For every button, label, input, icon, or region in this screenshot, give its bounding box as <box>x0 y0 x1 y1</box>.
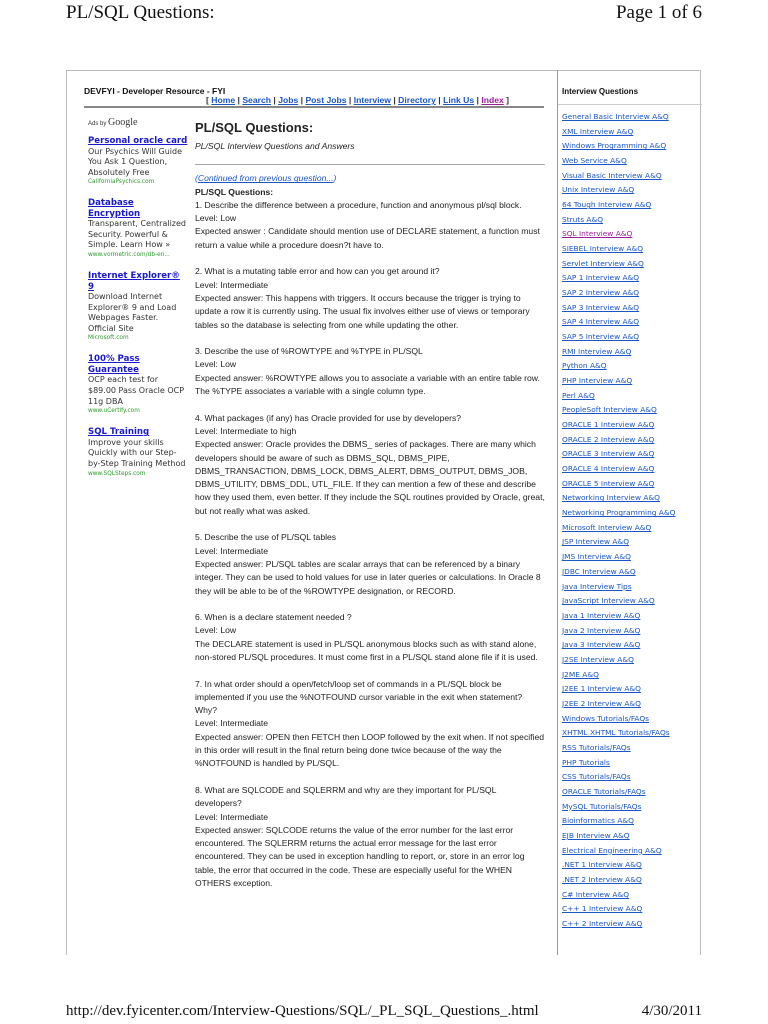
nav-link-jobs[interactable]: Jobs <box>278 95 299 105</box>
ad-url[interactable]: www.uCertify.com <box>88 408 140 415</box>
sidebar-item <box>562 287 675 302</box>
sidebar-link[interactable]: JMS Interview A&Q <box>562 552 631 562</box>
question-text: 6. When is a declare statement needed ? <box>195 612 352 623</box>
sidebar-item <box>562 419 675 434</box>
sidebar-item <box>562 155 675 170</box>
question-answer: Expected answer: %ROWTYPE allows you to associate a variable with an entire table row. The %TYPE associates a variable with a single column type. <box>195 372 540 397</box>
sidebar-item <box>562 595 675 610</box>
sidebar-item <box>562 272 675 287</box>
question-item <box>195 784 545 890</box>
question-answer: Expected answer: Oracle provides the DBMS_ series of packages. There are many which developers should be aware of such as DBMS_SQL, DBMS_PIPE, DBMS_TRANSACTION, DBMS_LOCK, DBMS_ALERT, DBMS_OUTPUT, DBMS_JOB, DBMS_UTILITY, DBMS_DDL, UTL_FILE. If they can mention a few of these and describe how they used them, even better. If they include the SQL routines provided by Oracle, great, but not really what was asked. <box>195 439 545 516</box>
sidebar-link[interactable]: Electrical Engineering A&Q <box>562 845 662 855</box>
ad-item <box>88 271 188 342</box>
ads-label: Ads by <box>88 121 107 127</box>
ad-title-link[interactable]: Internet Explorer® 9 <box>88 271 180 292</box>
continued-link[interactable]: Continued from previous question... <box>197 173 334 184</box>
sidebar-item <box>562 536 675 551</box>
question-answer: The DECLARE statement is used in PL/SQL anonymous blocks such as with stand alone, non-stored PL/SQL procedures. It must come first in a PL/SQL stand alone file if it is used. <box>195 638 538 662</box>
ad-url[interactable]: Microsoft.com <box>88 335 129 342</box>
sidebar-link[interactable]: Bioinformatics A&Q <box>562 816 634 826</box>
ad-title-link[interactable]: SQL Training <box>88 427 150 438</box>
question-item <box>195 531 545 597</box>
sidebar-item <box>562 859 675 874</box>
divider <box>195 164 545 165</box>
print-footer-date: 4/30/2011 <box>641 1003 702 1019</box>
sidebar-item <box>562 801 675 816</box>
sidebar-item <box>562 786 675 801</box>
question-text: 7. In what order should a open/fetch/loop set of commands in a PL/SQL block be implemented if you use the %NOTFOUND cursor variable in the exit when statement? Why? <box>195 678 523 716</box>
question-item <box>195 345 545 398</box>
question-text: 3. Describe the use of %ROWTYPE and %TYPE in PL/SQL <box>195 346 423 357</box>
ads-by-google <box>88 117 137 128</box>
sidebar-item <box>562 126 675 141</box>
site-name: DEVFYI - Developer Resource - FYI <box>84 86 226 96</box>
sidebar-link[interactable]: XML Interview A&Q <box>562 126 634 136</box>
sidebar-links <box>562 111 675 933</box>
sidebar-link[interactable]: General Basic Interview A&Q <box>562 112 669 121</box>
question-level: Level: Low <box>195 213 237 224</box>
question-text: 1. Describe the difference between a procedure, function and anonymous pl/sql block. <box>195 199 522 210</box>
sidebar-item <box>562 346 675 361</box>
sidebar-item <box>562 610 675 625</box>
ad-title-link[interactable]: Database Encryption <box>88 198 141 219</box>
sidebar-link[interactable]: Unix Interview A&Q <box>562 185 635 195</box>
main-content <box>195 120 545 904</box>
sidebar-item <box>562 170 675 185</box>
sidebar-item <box>562 375 675 390</box>
nav-link-directory[interactable]: Directory <box>398 95 436 105</box>
ad-url[interactable]: www.SQLSteps.com <box>88 470 146 477</box>
nav-link-post-jobs[interactable]: Post Jobs <box>305 95 347 105</box>
ad-item <box>88 198 188 259</box>
question-answer: Expected answer: OPEN then FETCH then LOOP followed by the exit when. If not specified in this order will result in the final return being done twice because of the way the %NOTFOUND is handled by PL/SQL. <box>195 731 545 769</box>
question-item <box>195 412 545 518</box>
sidebar-link[interactable]: PeopleSoft Interview A&Q <box>562 405 657 415</box>
ad-title-link[interactable]: Personal oracle card <box>88 136 188 146</box>
sidebar-link[interactable]: Servlet Interview A&Q <box>562 258 644 268</box>
sidebar-item <box>562 434 675 449</box>
sidebar-item <box>562 507 675 522</box>
sidebar-item <box>562 243 675 258</box>
sidebar-link[interactable]: C++ 1 Interview A&Q <box>562 904 643 914</box>
sidebar-item <box>562 771 675 786</box>
sidebar-item <box>562 713 675 728</box>
sidebar-link[interactable]: EJB Interview A&Q <box>562 830 630 840</box>
sidebar-link[interactable]: JDBC Interview A&Q <box>562 566 636 576</box>
sidebar-link[interactable]: SAP 2 Interview A&Q <box>562 288 640 298</box>
sidebar-link[interactable]: J2ME A&Q <box>562 669 599 679</box>
question-item <box>195 678 545 771</box>
ad-item <box>88 136 188 186</box>
sidebar-item <box>562 625 675 640</box>
question-item <box>195 265 545 331</box>
question-level: Level: Intermediate <box>195 279 269 290</box>
sidebar-item <box>562 757 675 772</box>
sidebar-item <box>562 581 675 596</box>
sidebar-link[interactable]: Python A&Q <box>562 361 607 371</box>
question-list <box>195 199 545 890</box>
nav-link-search[interactable]: Search <box>242 95 271 105</box>
question-text: 5. Describe the use of PL/SQL tables <box>195 532 337 543</box>
sidebar-item <box>562 669 675 684</box>
sidebar-link[interactable]: Struts A&Q <box>562 214 604 224</box>
sidebar-item <box>562 404 675 419</box>
ad-description: Our Psychics Will Guide You Ask 1 Question, Absolutely Free <box>88 146 183 177</box>
question-text: 4. What packages (if any) has Oracle provided for use by developers? <box>195 412 462 423</box>
sidebar-item <box>562 654 675 669</box>
nav-link-interview[interactable]: Interview <box>353 95 391 105</box>
sidebar-link[interactable]: JSP Interview A&Q <box>562 537 630 547</box>
question-level: Level: Intermediate to high <box>195 425 297 436</box>
sidebar-item <box>562 830 675 845</box>
ad-item <box>88 427 188 477</box>
sidebar-link[interactable]: Web Service A&Q <box>562 156 627 166</box>
sidebar-item <box>562 199 675 214</box>
sidebar-link[interactable]: SAP 5 Interview A&Q <box>562 332 640 342</box>
question-text: 8. What are SQLCODE and SQLERRM and why are they important for PL/SQL developers? <box>195 784 497 809</box>
sidebar-item <box>562 551 675 566</box>
nav-link-home[interactable]: Home <box>211 95 236 105</box>
sidebar-link[interactable]: .NET 2 Interview A&Q <box>562 874 642 884</box>
sidebar-link[interactable]: SAP 3 Interview A&Q <box>562 302 640 312</box>
question-level: Level: Intermediate <box>195 718 269 729</box>
ads-column <box>88 136 188 490</box>
sidebar-item <box>562 566 675 581</box>
sidebar-link[interactable]: Networking Interview A&Q <box>562 493 660 503</box>
sidebar-link[interactable]: ORACLE Tutorials/FAQs <box>562 786 646 796</box>
sidebar-item <box>562 448 675 463</box>
question-text: 2. What is a mutating table error and how can you get around it? <box>195 266 440 277</box>
question-answer: Expected answer: SQLCODE returns the value of the error number for the last error encountered. The SQLERRM returns the actual error message for the last error encountered. They can be used in exception handling to report, or, store in an error log table, the error that occurred in the code. These are especially useful for the WHEN OTHERS exception. <box>195 824 525 889</box>
sidebar-link[interactable]: SIEBEL Interview A&Q <box>562 244 644 254</box>
sidebar-item <box>562 228 675 243</box>
page-subtitle: PL/SQL Interview Questions and Answers <box>195 141 355 151</box>
top-nav: [ Home | Search | Jobs | Post Jobs | Interview | Directory | Link Us | Index ] <box>206 95 510 105</box>
sidebar-link[interactable]: RSS Tutorials/FAQs <box>562 742 631 752</box>
sidebar-item <box>562 184 675 199</box>
question-answer: Expected answer: PL/SQL tables are scalar arrays that can be referenced by a binary integer. They can be used to hold values for use in later queries or calculations. In Oracle 8 they will be able to be of the %ROWTYPE designation, or RECORD. <box>195 558 541 596</box>
sidebar-item <box>562 360 675 375</box>
sidebar-link[interactable]: Java 2 Interview A&Q <box>562 625 641 635</box>
question-level: Level: Low <box>195 625 237 636</box>
sidebar-link[interactable]: C++ 2 Interview A&Q <box>562 918 643 928</box>
section-heading: PL/SQL Questions: <box>195 186 274 197</box>
sidebar-link[interactable]: Visual Basic Interview A&Q <box>562 170 662 180</box>
sidebar-link[interactable]: PHP Interview A&Q <box>562 376 633 386</box>
sidebar-link[interactable]: J2SE Interview A&Q <box>562 654 634 664</box>
sidebar-link[interactable]: Windows Programming A&Q <box>562 141 667 151</box>
question-level: Level: Low <box>195 359 237 370</box>
sidebar-link[interactable]: MySQL Tutorials/FAQs <box>562 801 642 811</box>
page-title: PL/SQL Questions: <box>195 120 314 135</box>
ad-description: Transparent, Centralized Security. Powerful & Simple. Learn How » <box>88 219 186 250</box>
sidebar-item <box>562 815 675 830</box>
sidebar-link[interactable]: C# Interview A&Q <box>562 889 630 899</box>
sidebar-item <box>562 214 675 229</box>
ad-url[interactable]: CaliforniaPsychics.com <box>88 179 155 186</box>
sidebar-item <box>562 683 675 698</box>
sidebar-link[interactable]: XHTML XHTML Tutorials/FAQs <box>562 728 670 738</box>
sidebar-link[interactable]: PHP Tutorials <box>562 757 610 767</box>
nav-link-link-us[interactable]: Link Us <box>443 95 475 105</box>
sidebar-link[interactable]: RMI Interview A&Q <box>562 346 632 356</box>
sidebar-link[interactable]: ORACLE 2 Interview A&Q <box>562 434 655 444</box>
sidebar-link[interactable]: Java Interview Tips <box>562 581 632 591</box>
sidebar-link[interactable]: Windows Tutorials/FAQs <box>562 713 650 723</box>
continued-link-wrap: (Continued from previous question...) <box>195 173 337 184</box>
sidebar-item <box>562 727 675 742</box>
sidebar-item <box>562 140 675 155</box>
sidebar-link[interactable]: ORACLE 5 Interview A&Q <box>562 478 655 488</box>
sidebar-item <box>562 522 675 537</box>
sidebar-link[interactable]: ORACLE 1 Interview A&Q <box>562 420 655 430</box>
sidebar-link[interactable]: ORACLE 3 Interview A&Q <box>562 449 655 459</box>
nav-link-index[interactable]: Index <box>481 95 504 105</box>
sidebar-item <box>562 492 675 507</box>
sidebar-item <box>562 331 675 346</box>
question-answer: Expected answer : Candidate should mention use of DECLARE statement, a function must return a value while a procedure doesn?t have to. <box>195 226 540 250</box>
sidebar-item <box>562 639 675 654</box>
sidebar-link[interactable]: SQL Interview A&Q <box>562 229 633 239</box>
question-level: Level: Intermediate <box>195 811 269 822</box>
sidebar-item <box>562 302 675 317</box>
sidebar-item <box>562 874 675 889</box>
sidebar-link[interactable]: Networking Programming A&Q <box>562 508 676 518</box>
sidebar-link[interactable]: J2EE 2 Interview A&Q <box>562 698 641 708</box>
sidebar-link[interactable]: Java 3 Interview A&Q <box>562 640 641 650</box>
question-level: Level: Intermediate <box>195 545 269 556</box>
sidebar-link[interactable]: 64 Tough Interview A&Q <box>562 200 652 210</box>
sidebar-item <box>562 742 675 757</box>
sidebar-link[interactable]: Microsoft Interview A&Q <box>562 522 652 532</box>
sidebar-link[interactable]: JavaScript Interview A&Q <box>562 596 655 606</box>
sidebar-link[interactable]: ORACLE 4 Interview A&Q <box>562 464 655 474</box>
sidebar-item <box>562 316 675 331</box>
sidebar-item <box>562 478 675 493</box>
print-page-number: Page 1 of 6 <box>615 2 702 23</box>
sidebar-item <box>562 845 675 860</box>
sidebar-divider <box>558 104 702 105</box>
ad-url[interactable]: www.vormetric.com/db-en... <box>88 252 170 259</box>
ad-description: Download Internet Explorer® 9 and Load Webpages Faster. Official Site <box>88 292 177 333</box>
sidebar-link[interactable]: J2EE 1 Interview A&Q <box>562 684 641 694</box>
sidebar-item <box>562 463 675 478</box>
sidebar-item <box>562 390 675 405</box>
question-item <box>195 611 545 664</box>
print-footer-url: http://dev.fyicenter.com/Interview-Questions/SQL/_PL_SQL_Questions_.html <box>66 1003 539 1019</box>
sidebar-link[interactable]: CSS Tutorials/FAQs <box>562 772 631 782</box>
ad-title-link[interactable]: 100% Pass Guarantee <box>88 354 140 375</box>
print-header-title: PL/SQL Questions: <box>66 2 215 23</box>
google-logo: Google <box>108 117 138 128</box>
question-item <box>195 199 545 252</box>
sidebar-heading: Interview Questions <box>562 87 639 96</box>
question-answer: Expected answer: This happens with triggers. It occurs because the trigger is trying to update a row it is currently using. The usual fix involves either use of views or temporary tables so the database is selecting from one while updating the other. <box>195 292 530 330</box>
sidebar-item <box>562 258 675 273</box>
ad-item <box>88 354 188 415</box>
ad-description: Improve your skills Quickly with our Step-by-Step Training Method <box>88 437 186 468</box>
nav-divider <box>84 106 544 108</box>
sidebar-item <box>562 698 675 713</box>
ad-description: OCP each test for $89.00 Pass Oracle OCP 11g DBA <box>88 375 185 406</box>
sidebar-link[interactable]: SAP 4 Interview A&Q <box>562 317 640 327</box>
sidebar-link[interactable]: SAP 1 Interview A&Q <box>562 273 640 283</box>
sidebar-link[interactable]: Java 1 Interview A&Q <box>562 610 641 620</box>
sidebar-link[interactable]: .NET 1 Interview A&Q <box>562 860 642 870</box>
sidebar-item <box>562 918 675 933</box>
sidebar-item <box>562 903 675 918</box>
sidebar-item <box>562 889 675 904</box>
sidebar-item <box>562 111 675 126</box>
sidebar <box>557 70 701 955</box>
sidebar-link[interactable]: Perl A&Q <box>562 390 595 400</box>
